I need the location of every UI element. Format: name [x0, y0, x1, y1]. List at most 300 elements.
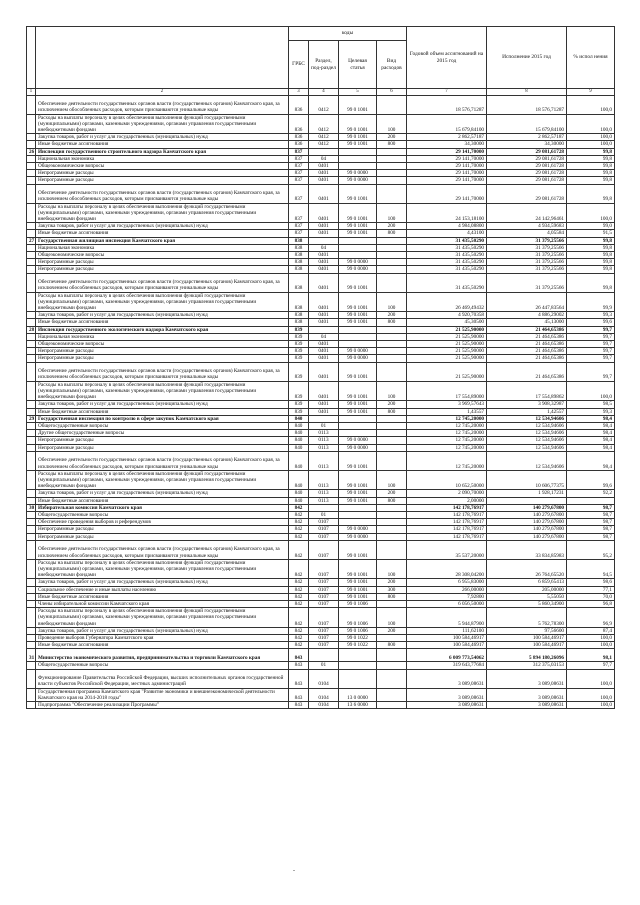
row-exec: 31 379,25566 [487, 244, 567, 251]
row-number [27, 177, 36, 184]
header-num [27, 27, 36, 89]
row-article: 99 0 1006 [339, 608, 377, 628]
row-grbs: 840 [289, 497, 309, 504]
row-kind [377, 669, 407, 688]
row-kind [377, 266, 407, 273]
row-pct: 99,3 [567, 312, 615, 319]
row-plan: 15 679,84100 [407, 114, 487, 134]
row-kind: 100 [377, 559, 407, 579]
row-kind [377, 600, 407, 607]
row-pct: 96,9 [567, 608, 615, 628]
row-number [27, 230, 36, 237]
row-exec: 4 886,29002 [487, 312, 567, 319]
row-grbs: 840 [289, 422, 309, 429]
table-row [27, 141, 615, 148]
row-number [27, 642, 36, 649]
row-grbs: 838 [289, 312, 309, 319]
table-row [27, 649, 615, 662]
row-number [27, 203, 36, 223]
row-kind: 100 [377, 608, 407, 628]
row-article [339, 430, 377, 437]
row-plan: 7,92800 [407, 593, 487, 600]
row-article: 99 0 1001 [339, 381, 377, 401]
row-section: 04 [309, 333, 339, 340]
row-kind [377, 273, 407, 292]
row-pct: 96,8 [567, 600, 615, 607]
table-row [27, 540, 615, 559]
row-number: 31 [27, 649, 36, 662]
row-kind [377, 333, 407, 340]
row-grbs: 840 [289, 444, 309, 451]
row-exec: 12 534,94606 [487, 437, 567, 444]
row-number [27, 470, 36, 490]
row-exec: 4 934,59683 [487, 223, 567, 230]
row-name: Государственная инспекция по контролю в сфере закупок Камчатского края [36, 415, 289, 422]
header-plan: Годовой объем ассигнований на 2015 год [407, 27, 487, 89]
row-pct: 98,4 [567, 437, 615, 444]
row-plan: 21 525,90000 [407, 326, 487, 333]
row-kind [377, 177, 407, 184]
row-plan: 12 745,20000 [407, 422, 487, 429]
row-article: 99 0 1001 [339, 319, 377, 326]
row-name: Министерство экономического развития, предпринимательства и торговли Камчатского края [36, 649, 289, 662]
row-pct: 95,2 [567, 540, 615, 559]
row-number [27, 627, 36, 634]
row-number [27, 319, 36, 326]
row-grbs: 842 [289, 579, 309, 586]
row-pct: 99,7 [567, 362, 615, 381]
budget-table-body [27, 95, 615, 709]
row-exec: 12 534,94606 [487, 430, 567, 437]
row-exec: 29 081,61728 [487, 163, 567, 170]
table-row [27, 348, 615, 355]
row-grbs: 838 [289, 273, 309, 292]
row-exec: 5 860,34900 [487, 600, 567, 607]
table-row [27, 155, 615, 162]
row-plan: 31 435,50290 [407, 259, 487, 266]
row-grbs: 842 [289, 593, 309, 600]
row-exec: 3 089,08631 [487, 702, 567, 709]
row-number [27, 252, 36, 259]
row-section: 0401 [309, 230, 339, 237]
row-section: 04 [309, 244, 339, 251]
row-kind [377, 170, 407, 177]
row-name: Расходы на выплаты персоналу в целях обеспечения выполнения функций государственными (муниципальными) органами, казенными учреждениями, органами управления государственными внебюджетными фондами [36, 114, 289, 134]
row-section: 01 [309, 511, 339, 518]
row-grbs: 837 [289, 184, 309, 203]
row-grbs: 842 [289, 511, 309, 518]
row-exec: 1 928,17231 [487, 490, 567, 497]
row-pct: 100,0 [567, 381, 615, 401]
row-grbs: 839 [289, 362, 309, 381]
row-plan: 29 141,70000 [407, 170, 487, 177]
row-pct: 98,6 [567, 579, 615, 586]
row-plan: 31 435,50290 [407, 252, 487, 259]
row-article: 99 0 1022 [339, 642, 377, 649]
table-row [27, 134, 615, 141]
row-name: Закупка товаров, работ и услуг для государственных (муниципальных) нужд [36, 401, 289, 408]
table-row [27, 608, 615, 628]
column-index-7: 7 [407, 89, 487, 96]
row-kind [377, 259, 407, 266]
row-kind: 200 [377, 490, 407, 497]
row-name: Члены избирательной комиссии Камчатского края [36, 600, 289, 607]
table-row [27, 422, 615, 429]
row-pct: 100,0 [567, 642, 615, 649]
row-grbs: 838 [289, 292, 309, 312]
table-row [27, 177, 615, 184]
row-exec: 33 834,85983 [487, 540, 567, 559]
table-row [27, 586, 615, 593]
table-row [27, 319, 615, 326]
row-plan: 29 141,70000 [407, 163, 487, 170]
row-pct: 98,1 [567, 649, 615, 662]
row-name: Инспекция государственного экологического надзора Камчатского края [36, 326, 289, 333]
row-plan: 111,62100 [407, 627, 487, 634]
row-exec: 12 534,94606 [487, 415, 567, 422]
row-name: Общегосударственные вопросы [36, 511, 289, 518]
row-pct: 98,4 [567, 430, 615, 437]
row-grbs: 842 [289, 533, 309, 540]
row-pct: 99,8 [567, 177, 615, 184]
row-grbs: 837 [289, 170, 309, 177]
row-plan: 24 153,18100 [407, 203, 487, 223]
row-plan: 142 178,76917 [407, 511, 487, 518]
row-article [339, 422, 377, 429]
row-section: 0401 [309, 184, 339, 203]
row-pct: 99,8 [567, 148, 615, 155]
row-plan: 3 089,08631 [407, 688, 487, 701]
row-grbs: 838 [289, 259, 309, 266]
header-codes: коды [289, 27, 407, 41]
row-pct: 99,7 [567, 341, 615, 348]
row-article [339, 649, 377, 662]
row-number [27, 579, 36, 586]
table-row [27, 504, 615, 511]
row-pct: 87,4 [567, 627, 615, 634]
row-exec: 12 534,94606 [487, 444, 567, 451]
row-grbs: 842 [289, 519, 309, 526]
row-number [27, 586, 36, 593]
row-pct: 99,7 [567, 348, 615, 355]
row-number [27, 600, 36, 607]
row-kind [377, 437, 407, 444]
row-section: 0104 [309, 702, 339, 709]
row-article: 99 0 0000 [339, 526, 377, 533]
table-row [27, 266, 615, 273]
row-name: Иные бюджетные ассигнования [36, 497, 289, 504]
row-name: Общегосударственные вопросы [36, 422, 289, 429]
row-name: Общеэкономические вопросы [36, 341, 289, 348]
row-name: Иные бюджетные ассигнования [36, 593, 289, 600]
row-name: Инспекция государственного строительного надзора Камчатского края [36, 148, 289, 155]
row-exec: 100 584,46917 [487, 642, 567, 649]
row-section: 0401 [309, 292, 339, 312]
row-article: 99 0 0000 [339, 170, 377, 177]
row-grbs: 842 [289, 627, 309, 634]
row-article: 99 0 0000 [339, 444, 377, 451]
budget-table [26, 26, 615, 709]
row-grbs: 840 [289, 437, 309, 444]
row-pct: 99,8 [567, 184, 615, 203]
row-pct: 99,8 [567, 170, 615, 177]
row-name: Национальная экономика [36, 244, 289, 251]
row-grbs: 838 [289, 252, 309, 259]
row-section: 0401 [309, 362, 339, 381]
row-grbs: 839 [289, 401, 309, 408]
row-number [27, 355, 36, 362]
row-pct: 100,0 [567, 203, 615, 223]
row-kind: 800 [377, 593, 407, 600]
row-article: 99 0 0000 [339, 177, 377, 184]
row-section [309, 326, 339, 333]
row-kind: 100 [377, 114, 407, 134]
row-pct: 99,8 [567, 244, 615, 251]
row-number [27, 95, 36, 114]
row-plan: 2 090,70000 [407, 490, 487, 497]
row-plan: 12 745,20000 [407, 451, 487, 470]
row-exec: 34,30000 [487, 141, 567, 148]
row-exec: 18 576,71287 [487, 95, 567, 114]
row-article [339, 163, 377, 170]
row-plan: 142 178,76917 [407, 526, 487, 533]
row-grbs: 843 [289, 649, 309, 662]
row-number [27, 244, 36, 251]
table-row [27, 627, 615, 634]
table-row [27, 259, 615, 266]
row-kind [377, 702, 407, 709]
row-exec: 140 279,67800 [487, 504, 567, 511]
row-number [27, 184, 36, 203]
row-number [27, 312, 36, 319]
row-plan: 6 056,50000 [407, 600, 487, 607]
table-row [27, 559, 615, 579]
row-section: 0113 [309, 437, 339, 444]
row-name: Непрограммные расходы [36, 444, 289, 451]
row-name: Непрограммные расходы [36, 170, 289, 177]
row-exec: 45,13000 [487, 319, 567, 326]
row-number: 27 [27, 237, 36, 244]
row-kind: 800 [377, 319, 407, 326]
row-number [27, 266, 36, 273]
row-grbs: 840 [289, 470, 309, 490]
row-section: 0401 [309, 203, 339, 223]
header-pct: % испол нения [567, 27, 615, 89]
row-exec: 5 894 180,26096 [487, 649, 567, 662]
row-article: 99 0 1001 [339, 141, 377, 148]
row-section: 0401 [309, 381, 339, 401]
row-plan: 12 745,20000 [407, 437, 487, 444]
row-section: 0113 [309, 470, 339, 490]
row-article: 99 0 1001 [339, 408, 377, 415]
row-name: Непрограммные расходы [36, 348, 289, 355]
row-section: 0107 [309, 600, 339, 607]
row-plan: 1,43557 [407, 408, 487, 415]
row-article: 99 0 1001 [339, 134, 377, 141]
row-number [27, 259, 36, 266]
row-name: Закупка товаров, работ и услуг для государственных (муниципальных) нужд [36, 579, 289, 586]
row-number [27, 497, 36, 504]
row-name: Расходы на выплаты персоналу в целях обеспечения выполнения функций государственными (муниципальными) органами, казенными учреждениями, органами управления государственными внебюджетными фондами [36, 292, 289, 312]
row-name: Непрограммные расходы [36, 533, 289, 540]
row-number [27, 401, 36, 408]
row-number: 29 [27, 415, 36, 422]
row-kind [377, 184, 407, 203]
row-kind [377, 362, 407, 381]
row-article: 99 0 1001 [339, 312, 377, 319]
row-article: 99 0 0000 [339, 533, 377, 540]
row-number [27, 490, 36, 497]
table-row [27, 355, 615, 362]
row-kind [377, 148, 407, 155]
row-section: 0401 [309, 348, 339, 355]
row-exec: 10 606,77375 [487, 470, 567, 490]
row-exec: 21 464,65386 [487, 341, 567, 348]
row-section: 0401 [309, 163, 339, 170]
row-section: 0104 [309, 688, 339, 701]
row-plan: 21 525,90000 [407, 362, 487, 381]
row-pct: 99,8 [567, 155, 615, 162]
column-index-2: 2 [36, 89, 289, 96]
row-grbs: 838 [289, 244, 309, 251]
row-pct: 77,1 [567, 586, 615, 593]
row-plan: 12 745,20000 [407, 430, 487, 437]
row-number [27, 422, 36, 429]
row-pct: 70,0 [567, 593, 615, 600]
row-plan: 5 944,87900 [407, 608, 487, 628]
row-plan: 10 652,50000 [407, 470, 487, 490]
row-name: Расходы на выплаты персоналу в целях обеспечения выполнения функций государственными (муниципальными) органами, казенными учреждениями, органами управления государственными внебюджетными фондами [36, 203, 289, 223]
row-exec: 100 584,46917 [487, 634, 567, 641]
row-pct: 98,5 [567, 401, 615, 408]
row-grbs: 843 [289, 662, 309, 669]
row-section: 0113 [309, 430, 339, 437]
row-exec: 205,00000 [487, 586, 567, 593]
row-article: 99 0 1001 [339, 292, 377, 312]
row-pct: 98,4 [567, 444, 615, 451]
row-article: 99 0 1001 [339, 273, 377, 292]
table-row [27, 401, 615, 408]
row-exec: 29 081,61728 [487, 170, 567, 177]
row-plan: 18 576,71287 [407, 95, 487, 114]
row-exec: 12 534,94606 [487, 422, 567, 429]
row-grbs: 837 [289, 230, 309, 237]
row-pct: 92,2 [567, 490, 615, 497]
row-plan: 45,30500 [407, 319, 487, 326]
row-name: Общеэкономические вопросы [36, 163, 289, 170]
row-number [27, 702, 36, 709]
row-section: 0401 [309, 408, 339, 415]
row-name: Государственная жилищная инспекция Камчатского края [36, 237, 289, 244]
table-row [27, 634, 615, 641]
row-kind: 200 [377, 401, 407, 408]
row-grbs: 837 [289, 155, 309, 162]
row-plan: 2,00000 [407, 497, 487, 504]
row-section: 0104 [309, 669, 339, 688]
row-pct: 98,7 [567, 519, 615, 526]
row-section: 01 [309, 662, 339, 669]
row-grbs: 842 [289, 600, 309, 607]
row-exec: 29 081,61728 [487, 155, 567, 162]
row-kind [377, 504, 407, 511]
row-name: Обеспечение деятельности государственных органов власти (государственных органов) Камчатского края, за исключением обособленных расходов, которым присваиваются уникальные коды [36, 273, 289, 292]
row-number [27, 519, 36, 526]
row-pct: 91,5 [567, 230, 615, 237]
row-section: 0412 [309, 95, 339, 114]
row-number [27, 292, 36, 312]
row-grbs: 839 [289, 381, 309, 401]
row-name: Национальная экономика [36, 333, 289, 340]
row-name: Расходы на выплаты персоналу в целях обеспечения выполнения функций государственными (муниципальными) органами, казенными учреждениями, органами управления государственными внебюджетными фондами [36, 608, 289, 628]
row-article [339, 669, 377, 688]
row-pct: 98,7 [567, 526, 615, 533]
row-pct: 99,0 [567, 223, 615, 230]
row-pct: 99,7 [567, 355, 615, 362]
row-pct: 100,0 [567, 141, 615, 148]
row-number [27, 533, 36, 540]
row-number [27, 170, 36, 177]
row-article: 99 0 1006 [339, 600, 377, 607]
row-plan: 29 141,70000 [407, 155, 487, 162]
row-section: 0401 [309, 259, 339, 266]
row-exec [487, 497, 567, 504]
row-section: 0401 [309, 170, 339, 177]
row-kind: 100 [377, 292, 407, 312]
row-plan: 29 141,70000 [407, 184, 487, 203]
row-number [27, 511, 36, 518]
row-exec: 140 279,67800 [487, 526, 567, 533]
row-plan: 21 525,90000 [407, 348, 487, 355]
row-name: Подпрограмма "Обеспечение реализации Программы" [36, 702, 289, 709]
column-index-5: 5 [339, 89, 377, 96]
row-grbs: 843 [289, 702, 309, 709]
row-plan: 142 178,76917 [407, 519, 487, 526]
row-plan: 12 745,20000 [407, 415, 487, 422]
row-plan: 31 435,50290 [407, 237, 487, 244]
row-number [27, 451, 36, 470]
row-kind: 200 [377, 579, 407, 586]
row-article [339, 415, 377, 422]
row-article: 99 0 1001 [339, 223, 377, 230]
row-kind [377, 237, 407, 244]
row-plan: 4 984,08800 [407, 223, 487, 230]
row-plan: 28 308,04200 [407, 559, 487, 579]
row-article: 99 0 1001 [339, 203, 377, 223]
row-exec: 24 142,96461 [487, 203, 567, 223]
row-pct: 100,0 [567, 114, 615, 134]
row-article: 99 0 0000 [339, 266, 377, 273]
row-plan: 6 009 773,54062 [407, 649, 487, 662]
row-grbs: 840 [289, 430, 309, 437]
row-grbs: 842 [289, 526, 309, 533]
row-article: 99 0 1001 [339, 559, 377, 579]
row-article: 99 0 1001 [339, 490, 377, 497]
row-exec: 3 089,08631 [487, 688, 567, 701]
header-article: Целевая статья [339, 41, 377, 89]
row-plan: 12 745,20000 [407, 444, 487, 451]
row-number [27, 669, 36, 688]
row-article: 99 0 1001 [339, 184, 377, 203]
row-number: 26 [27, 148, 36, 155]
row-article: 99 0 1001 [339, 586, 377, 593]
row-plan: 100 584,46917 [407, 634, 487, 641]
header-exec: Исполнение 2015 год [487, 27, 567, 89]
row-section [309, 415, 339, 422]
row-exec: 31 379,25566 [487, 266, 567, 273]
row-kind: 800 [377, 230, 407, 237]
row-name: Функционирование Правительства Российской Федерации, высших исполнительных органов государственной власти субъектов Российской Федерации, местных администраций [36, 669, 289, 688]
row-kind [377, 526, 407, 533]
